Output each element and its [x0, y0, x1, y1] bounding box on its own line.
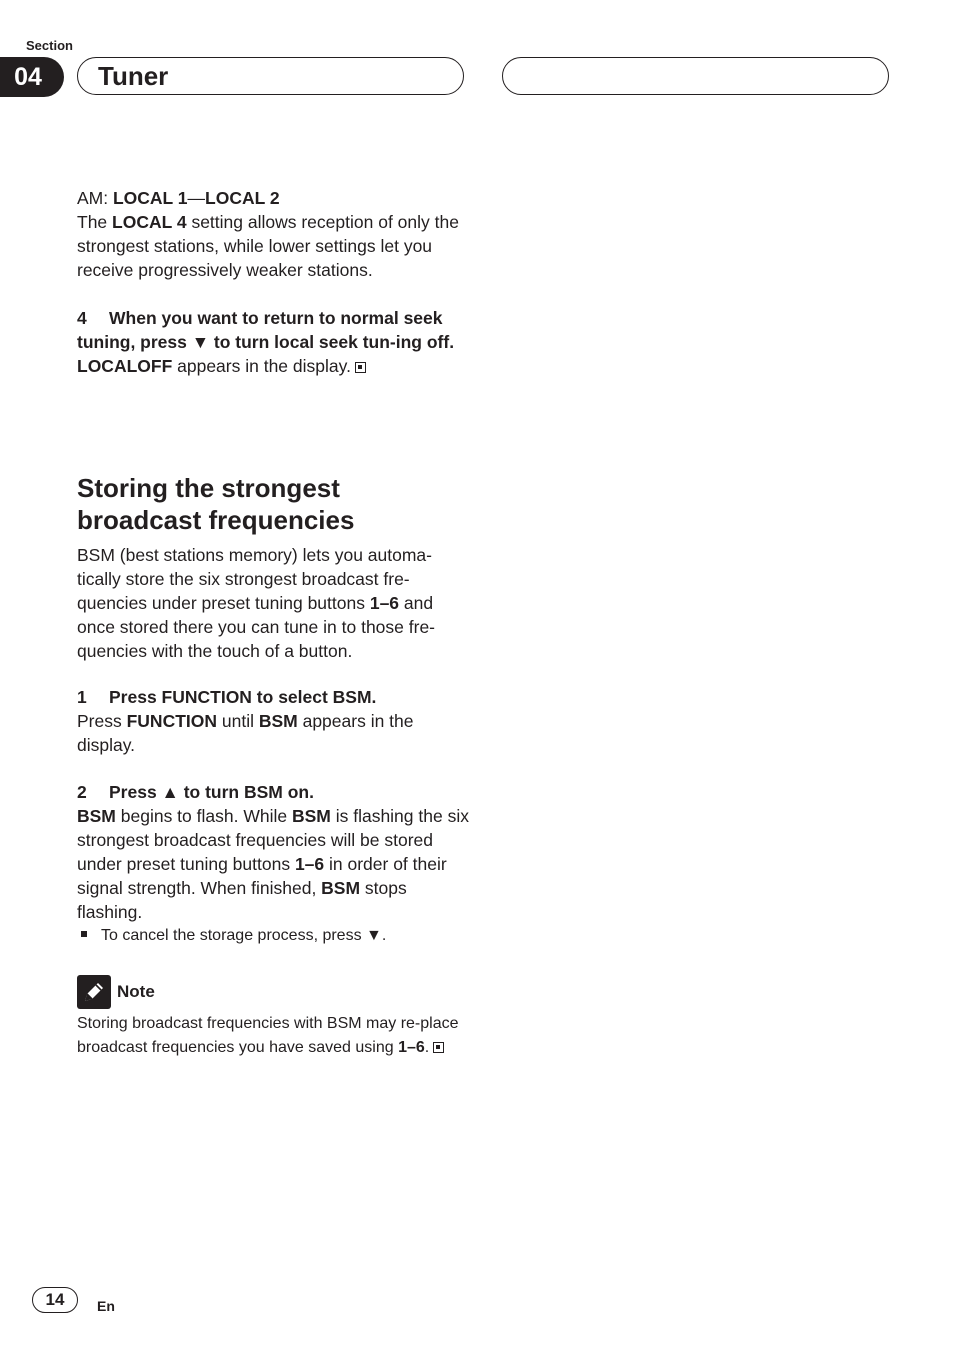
s2-b3: BSM [291, 806, 331, 826]
bsm-heading: Storing the strongest broadcast frequencies [77, 473, 355, 535]
step-4-result-bold: LOCALOFF [77, 356, 173, 376]
step-4-number: 4 [77, 308, 87, 328]
note-label: Note [117, 982, 155, 1001]
s1-b3: until [217, 711, 259, 731]
note-text-pre: Storing broadcast frequencies with BSM may re-place broadcast frequencies you have saved using [77, 1015, 459, 1056]
desc-pre: The [77, 212, 113, 232]
step-1-instruction [77, 685, 469, 709]
note-text-post: . [424, 1039, 430, 1056]
s2-b7: BSM [321, 878, 361, 898]
page-title: Tuner [98, 61, 169, 91]
step-2-block [77, 780, 469, 947]
step-2-text: Press ▲ to turn BSM on. [109, 782, 314, 802]
bsm-intro-post: and once stored there you can tune in to those fre-quencies with the touch of a button. [77, 593, 435, 661]
s2-b4: is flashing the six strongest broadcast frequencies will be stored under preset tuning buttons [77, 806, 469, 874]
header-title-frame [77, 57, 464, 95]
step-1-block [77, 685, 469, 757]
step-4-text: When you want to return to normal seek tuning, press ▼ to turn local seek tun-ing off. [77, 308, 455, 352]
language-label: En [97, 1298, 115, 1314]
cancel-bullet [77, 925, 469, 947]
s1-b4: BSM [258, 711, 298, 731]
am-local2: LOCAL 2 [205, 188, 280, 208]
s2-b5: 1–6 [294, 854, 325, 874]
bsm-intro-bold: 1–6 [369, 593, 400, 613]
am-label: AM: [77, 188, 113, 208]
s1-b1: Press [77, 711, 127, 731]
end-mark-icon [355, 362, 366, 373]
step-2-detail [77, 804, 469, 924]
am-local1: LOCAL 1 [112, 188, 188, 208]
bsm-intro [77, 543, 469, 663]
s1-b5: appears in the display. [77, 711, 414, 755]
section-number-tab: 04 [0, 57, 64, 97]
cancel-bullet-text: To cancel the storage process, press ▼. [101, 927, 387, 944]
page-number: 14 [32, 1287, 78, 1313]
local-seek-description [77, 210, 469, 282]
step-4-instruction [77, 306, 469, 354]
am-levels-line [77, 186, 469, 210]
step-2-instruction [77, 780, 469, 804]
s2-b8: stops flashing. [77, 878, 407, 922]
note-block [77, 975, 469, 1060]
step-1-detail [77, 709, 469, 757]
am-dash: — [187, 188, 206, 208]
step-4-result-text: appears in the display. [172, 356, 351, 376]
bsm-intro-pre: BSM (best stations memory) lets you automa-tically store the six strongest broadcast fre-quencies under preset tuning buttons [77, 545, 432, 613]
step-1-number: 1 [77, 687, 87, 707]
s1-b2: FUNCTION [126, 711, 218, 731]
s2-b6: in order of their signal strength. When finished, [77, 854, 447, 898]
s2-b1: BSM [77, 806, 116, 826]
section-label: Section [26, 38, 73, 53]
bullet-square-icon [81, 931, 87, 937]
header-blank-frame [502, 57, 889, 95]
desc-bold: LOCAL 4 [112, 212, 187, 232]
step-4-result [77, 354, 469, 378]
note-text-bold: 1–6 [398, 1039, 425, 1056]
note-text [77, 1012, 469, 1060]
end-mark-icon [433, 1042, 444, 1053]
step-1-text: Press FUNCTION to select BSM. [109, 687, 377, 707]
note-header [77, 975, 469, 1009]
s2-b2: begins to flash. While [115, 806, 292, 826]
step-4-block [77, 306, 469, 378]
local-seek-block [77, 186, 469, 282]
step-2-number: 2 [77, 782, 87, 802]
desc-post: setting allows reception of only the strongest stations, while lower settings let you receive progressively weaker stations. [77, 212, 459, 280]
pencil-note-icon [77, 975, 111, 1009]
